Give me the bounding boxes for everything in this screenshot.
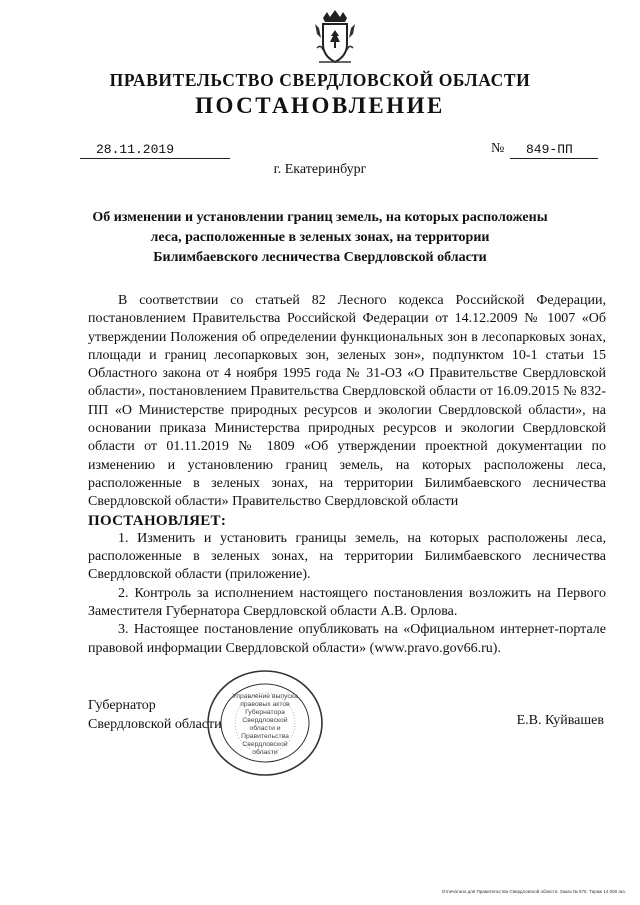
document-city: г. Екатеринбург — [273, 162, 367, 177]
title-line: Об изменении и установлении границ земель, на которых расположены — [92, 210, 548, 225]
document-type: ПОСТАНОВЛЕНИЕ — [195, 93, 445, 118]
signatory-position — [88, 696, 222, 734]
signatory-name: Е.В. Куйвашев — [516, 713, 604, 728]
document-body — [88, 292, 606, 658]
preamble-paragraph: В соответствии со статьей 82 Лесного кодекса Российской Федерации, постановлением Правительства Российской Федерации от 14.12.2009 № 1007 «Об утверждении Положения об определении функциональных зон в лесопарковых зонах, площади и границ лесопарковых зон, зеленых зон», подпунктом 10-1 статьи 15 Областного закона от 4 ноября 1995 года № 31-ОЗ «О Правительстве Свердловской области», постановлением Правительства Свердловской области от 16.09.2015 № 832-ПП «О Министерстве природных ресурсов и экологии Свердловской области», на основании приказа Министерства природных ресурсов и экологии Свердловской области от 01.11.2019 № 1809 «Об утверждении проектной документации по изменению и установлению границ земель, на которых расположены леса, расположенные в зеленых зонах, на территории Билимбаевского лесничества Свердловской области» Правительство Свердловской области — [88, 293, 606, 510]
decree-heading: ПОСТАНОВЛЯЕТ: — [88, 512, 227, 529]
title-line: леса, расположенные в зеленых зонах, на территории — [150, 230, 490, 245]
organization-name: ПРАВИТЕЛЬСТВО СВЕРДЛОВСКОЙ ОБЛАСТИ — [109, 70, 531, 90]
position-line: Свердловской области — [88, 717, 222, 732]
decree-item-2: 2. Контроль за исполнением настоящего постановления возложить на Первого Заместителя Губернатора Свердловской области А.В. Орлова. — [88, 585, 606, 620]
document-number: 849-ПП — [510, 142, 598, 159]
document-date: 28.11.2019 — [80, 142, 230, 159]
decree-item-3: 3. Настоящее постановление опубликовать на «Официальном интернет-портале правовой информации Свердловской области» (www.pravo.gov66.ru). — [88, 622, 606, 656]
coat-of-arms-icon — [313, 8, 357, 66]
seal-center-text: Управление выпуска правовых актов Губернатора Свердловской области и Правительства Свердловской области — [232, 693, 298, 756]
document-title — [60, 208, 580, 268]
printer-note: Отпечатано для Правительства Свердловской области. Заказ № 575. Тираж 14 000 экз. — [441, 889, 626, 894]
title-line: Билимбаевского лесничества Свердловской области — [153, 250, 487, 265]
decree-item-1: 1. Изменить и установить границы земель, на которых расположены леса, расположенные в зеленых зонах, на территории Билимбаевского лесничества Свердловской области (приложение). — [88, 530, 606, 583]
number-sign: № — [491, 141, 505, 156]
position-line: Губернатор — [88, 698, 156, 713]
